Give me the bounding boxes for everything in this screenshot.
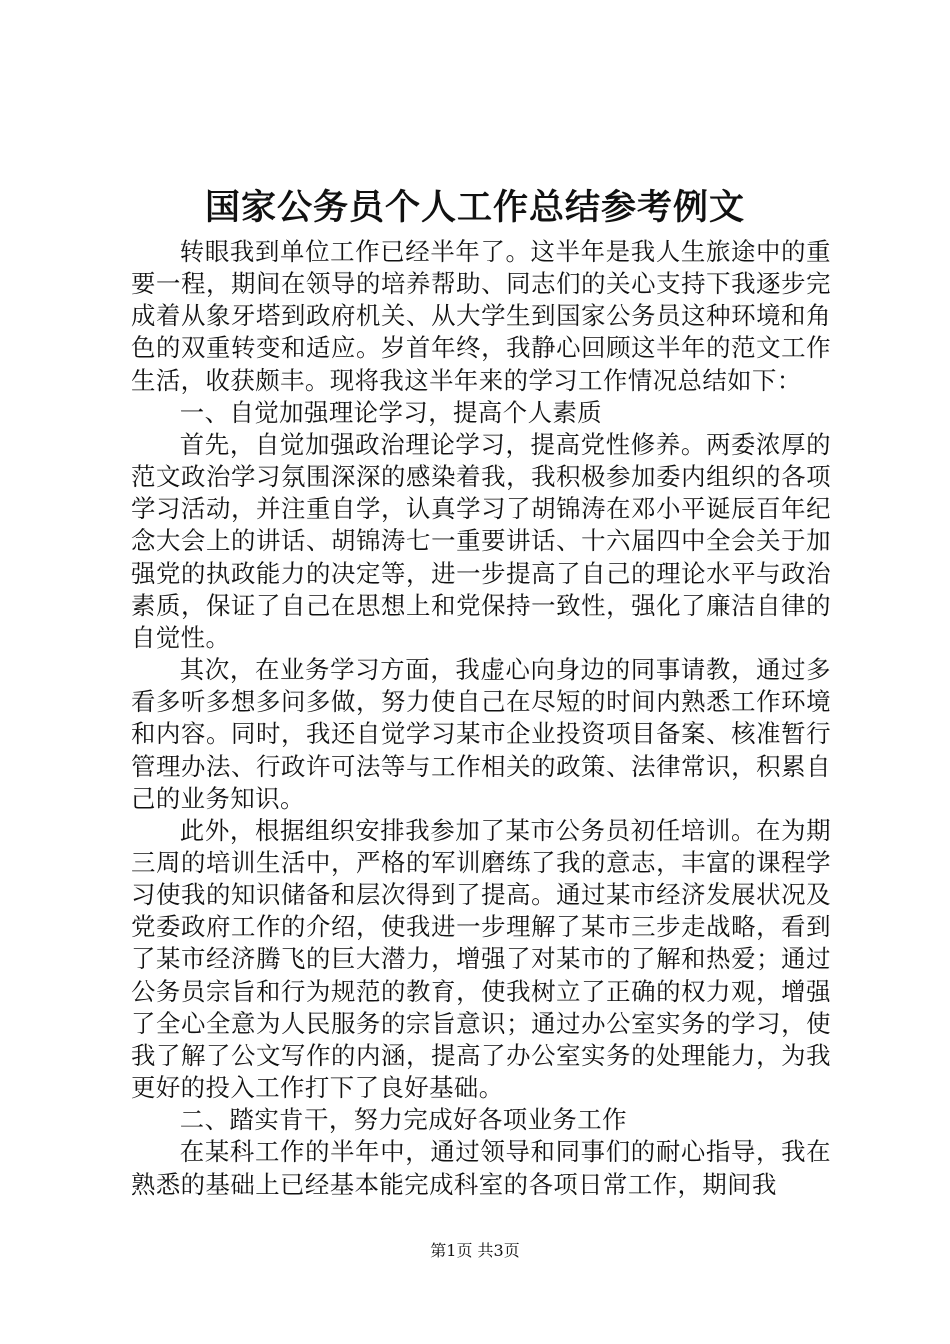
document-title: 国家公务员个人工作总结参考例文	[204, 188, 745, 228]
document-body	[131, 236, 831, 1201]
paragraph-work: 在某科工作的半年中，通过领导和同事们的耐心指导，我在熟悉的基础上已经基本能完成科室的各项日常工作，期间我	[131, 1137, 831, 1199]
paragraph-business-study: 其次，在业务学习方面，我虚心向身边的同事请教，通过多看多听多想多问多做，努力使自己在尽短的时间内熟悉工作环境和内容。同时，我还自觉学习某市企业投资项目备案、核准暂行管理办法、行政许可法等与工作相关的政策、法律常识，积累自己的业务知识。	[131, 655, 831, 813]
section-heading-1: 一、自觉加强理论学习，提高个人素质	[179, 397, 603, 427]
paragraph-intro: 转眼我到单位工作已经半年了。这半年是我人生旅途中的重要一程，期间在领导的培养帮助、同志们的关心支持下我逐步完成着从象牙塔到政府机关、从大学生到国家公务员这种环境和角色的双重转变和适应。岁首年终，我静心回顾这半年的范文工作生活，收获颇丰。现将我这半年来的学习工作情况总结如下：	[131, 237, 831, 395]
paragraph-political-study: 首先，自觉加强政治理论学习，提高党性修养。两委浓厚的范文政治学习氛围深深的感染着我，我积极参加委内组织的各项学习活动，并注重自学，认真学习了胡锦涛在邓小平诞辰百年纪念大会上的讲话、胡锦涛七一重要讲话、十六届四中全会关于加强党的执政能力的决定等，进一步提高了自己的理论水平与政治素质，保证了自己在思想上和党保持一致性，强化了廉洁自律的自觉性。	[131, 429, 831, 652]
paragraph-training: 此外，根据组织安排我参加了某市公务员初任培训。在为期三周的培训生活中，严格的军训磨练了我的意志，丰富的课程学习使我的知识储备和层次得到了提高。通过某市经济发展状况及党委政府工作的介绍，使我进一步理解了某市三步走战略，看到了某市经济腾飞的巨大潜力，增强了对某市的了解和热爱；通过公务员宗旨和行为规范的教育，使我树立了正确的权力观，增强了全心全意为人民服务的宗旨意识；通过办公室实务的学习，使我了解了公文写作的内涵，提高了办公室实务的处理能力，为我更好的投入工作打下了良好基础。	[131, 815, 831, 1103]
section-heading-2: 二、踏实肯干，努力完成好各项业务工作	[179, 1105, 627, 1135]
page-footer: 第1页 共3页	[430, 1241, 520, 1260]
